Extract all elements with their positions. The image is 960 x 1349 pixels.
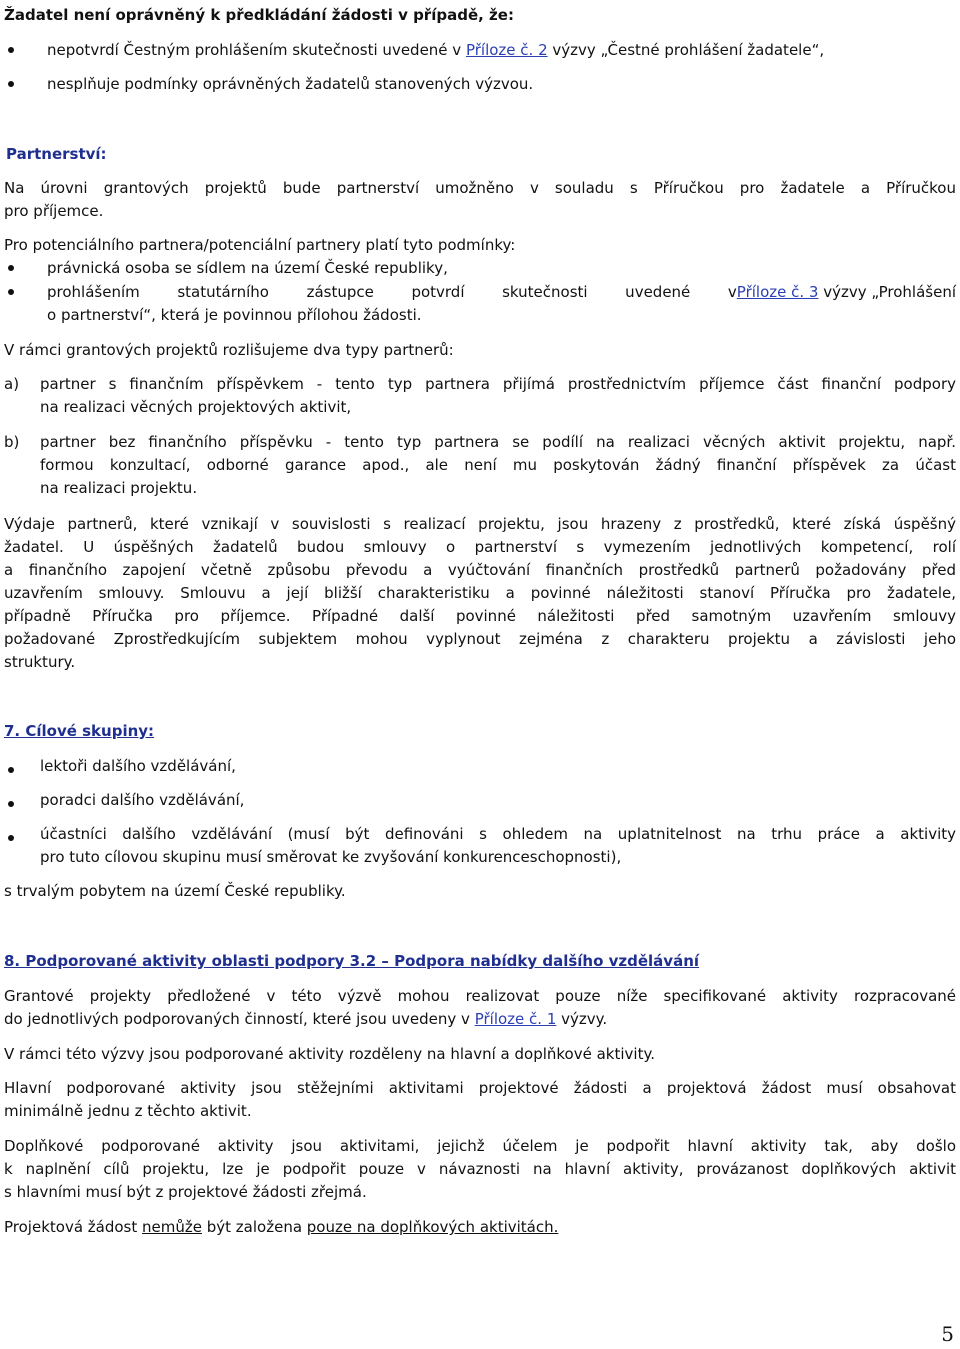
eligibility-item-1-text: nepotvrdí Čestným prohlášením skutečnosti uvedené v xyxy=(47,41,466,59)
partnership-intro-line1: Na úrovni grantových projektů bude partnerství umožněno v souladu s Příručkou pro žadatele a Příručkou xyxy=(4,179,956,197)
bullet-icon xyxy=(8,835,14,841)
type-a-line2: na realizaci věcných projektových aktivit, xyxy=(40,398,352,416)
target-group-3-line2: pro tuto cílovou skupinu musí směrovat ke zvyšování konkurenceschopnosti), xyxy=(40,848,622,866)
activities-p5-text: Projektová žádost xyxy=(4,1218,143,1236)
partner-conditions-heading: Pro potenciálního partnera/potenciální partnery platí tyto podmínky: xyxy=(4,236,516,254)
eligibility-item-1-suffix: výzvy „Čestné prohlášení žadatele“, xyxy=(547,41,825,59)
activities-p3-line2: minimálně jednu z těchto aktivit. xyxy=(4,1102,252,1120)
type-a-label: a) xyxy=(4,375,20,393)
eligibility-item-1 xyxy=(47,40,824,60)
partnership-heading: Partnerství: xyxy=(6,145,107,163)
expenses-line-4: uzavřením smlouvy. Smlouvu a její bližší charakteristiku a povinné náležitosti stanoví Příručka pro žadatele, xyxy=(4,584,956,602)
bullet-icon xyxy=(8,47,14,53)
target-group-2: poradci dalšího vzdělávání, xyxy=(40,791,245,809)
attachment-2-link[interactable]: Příloze č. 2 xyxy=(465,41,548,59)
bullet-icon xyxy=(8,801,14,807)
activities-p3-line1: Hlavní podporované aktivity jsou stěžejními aktivitami projektové žádosti a projektová žádost musí obsahovat xyxy=(4,1079,956,1097)
partnership-intro-line2: pro příjemce. xyxy=(4,202,104,220)
eligibility-heading: Žadatel není oprávněný k předkládání žádosti v případě, že: xyxy=(4,6,514,24)
bullet-icon xyxy=(8,265,14,271)
type-b-line2: formou konzultací, odborné garance apod., ale není mu poskytován žádný finanční příspěvek za účast xyxy=(40,456,956,474)
activities-p5-emphasis-2: pouze na doplňkových aktivitách. xyxy=(306,1218,559,1236)
partner-condition-2-suffix: výzvy „Prohlášení xyxy=(818,283,956,301)
activities-p1-line2-suffix: výzvy. xyxy=(556,1010,608,1028)
activities-p1-line1: Grantové projekty předložené v této výzvě mohou realizovat pouze níže specifikované aktivity rozpracované xyxy=(4,987,956,1005)
expenses-line-7: struktury. xyxy=(4,653,76,671)
activities-p5-middle: být založena xyxy=(201,1218,307,1236)
type-a-line1: partner s finančním příspěvkem - tento typ partnera přijímá prostřednictvím příjemce část finanční podpory xyxy=(40,375,956,393)
expenses-line-1: Výdaje partnerů, které vznikají v souvislosti s realizací projektu, jsou hrazeny z prostředků, které získá úspěšný xyxy=(4,515,956,533)
bullet-icon xyxy=(8,767,14,773)
target-groups-heading: 7. Cílové skupiny: xyxy=(4,722,155,740)
attachment-3-link[interactable]: Příloze č. 3 xyxy=(736,283,819,301)
expenses-line-2: žadatel. U úspěšných žadatelů budou smlouvy o partnerství s vymezením jednotlivých kompetencí, rolí xyxy=(4,538,956,556)
activities-p4-line2: k naplnění cílů projektu, lze je podpořit pouze v návaznosti na hlavní aktivity, provázanost doplňkových aktivit xyxy=(4,1160,956,1178)
partner-condition-2-text: prohlášením statutárního zástupce potvrdí skutečnosti uvedené v xyxy=(47,283,737,301)
activities-p5-emphasis-1: nemůže xyxy=(142,1218,202,1236)
type-b-label: b) xyxy=(4,433,20,451)
expenses-line-3: a finančního zapojení včetně způsobu převodu a vyúčtování finančních prostředků partnerů požadovány před xyxy=(4,561,956,579)
partner-types-heading: V rámci grantových projektů rozlišujeme dva typy partnerů: xyxy=(4,341,454,359)
activities-p1-line2-text: do jednotlivých podporovaných činností, které jsou uvedeny v xyxy=(4,1010,475,1028)
partner-condition-2 xyxy=(47,282,956,302)
partner-condition-1: právnická osoba se sídlem na území České republiky, xyxy=(47,259,448,277)
activities-p5 xyxy=(4,1217,558,1237)
expenses-line-6: požadované Zprostředkujícím subjektem mohou vyplynout zejména z charakteru projektu a závislosti jeho xyxy=(4,630,956,648)
eligibility-item-2: nesplňuje podmínky oprávněných žadatelů stanovených výzvou. xyxy=(47,75,534,93)
activities-p1-line2 xyxy=(4,1009,607,1029)
target-group-1: lektoři dalšího vzdělávání, xyxy=(40,757,236,775)
target-group-3-line1: účastníci dalšího vzdělávání (musí být definováni s ohledem na uplatnitelnost na trhu práce a aktivity xyxy=(40,825,956,843)
expenses-line-5: případně Příručka pro příjemce. Případné další povinné náležitosti před samotným uzavřením smlouvy xyxy=(4,607,956,625)
target-groups-footer: s trvalým pobytem na území České republiky. xyxy=(4,882,346,900)
activities-p4-line1: Doplňkové podporované aktivity jsou aktivitami, jejichž účelem je podpořit hlavní aktivity tak, aby došlo xyxy=(4,1137,956,1155)
bullet-icon xyxy=(8,289,14,295)
activities-p2: V rámci této výzvy jsou podporované aktivity rozděleny na hlavní a doplňkové aktivity. xyxy=(4,1045,655,1063)
page-number: 5 xyxy=(941,1322,954,1346)
type-b-line1: partner bez finančního příspěvku - tento typ partnera se podílí na realizaci věcných aktivit projektu, např. xyxy=(40,433,956,451)
partner-condition-2-line2: o partnerství“, která je povinnou přílohou žádosti. xyxy=(47,306,422,324)
type-b-line3: na realizaci projektu. xyxy=(40,479,198,497)
activities-p4-line3: s hlavními musí být z projektové žádosti zřejmá. xyxy=(4,1183,367,1201)
attachment-1-link[interactable]: Příloze č. 1 xyxy=(474,1010,557,1028)
activities-heading: 8. Podporované aktivity oblasti podpory 3.2 – Podpora nabídky dalšího vzdělávání xyxy=(4,952,700,970)
bullet-icon xyxy=(8,81,14,87)
